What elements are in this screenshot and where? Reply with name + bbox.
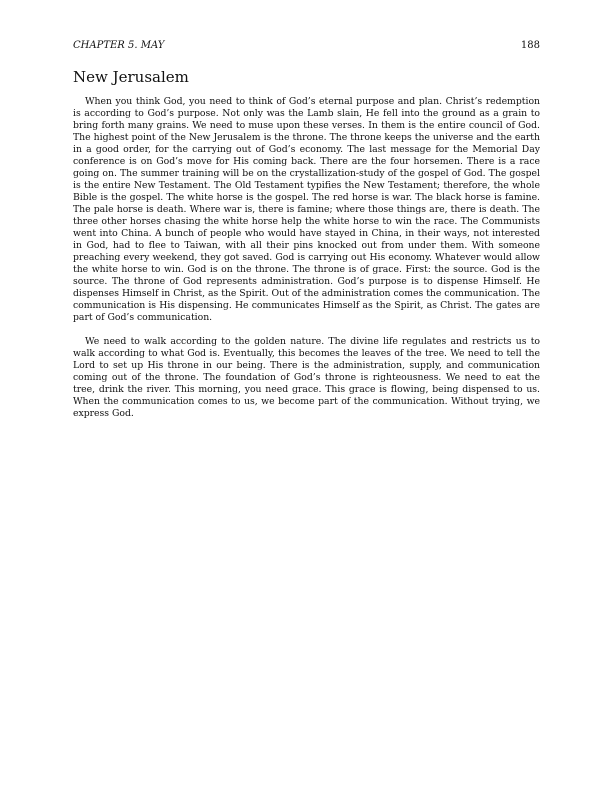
section-title: New Jerusalem — [73, 68, 189, 86]
chapter-heading: CHAPTER 5. MAY — [73, 40, 165, 51]
page-number: 188 — [520, 40, 540, 51]
body-paragraph-2: We need to walk according to the golden nature. The divine life regulates and restricts us to walk according to what God is. Eventually, this becomes the leaves of the tree. We need to tell the Lord to set up His throne in our being. There is the administration, supply, and communication coming out of the throne. The foundation of God’s throne is righteousness. We need to eat the tree, drink the river. This morning, you need grace. This grace is flowing, being dispensed to us. When the communication comes to us, we become part of the communication. Without trying, we express God. — [73, 336, 540, 419]
body-paragraph-1: When you think God, you need to think of God’s eternal purpose and plan. Christ’s redemption is according to God’s purpose. Not only was the Lamb slain, He fell into the ground as a grain to bring forth many grains. We need to muse upon these verses. In them is the entire council of God. The highest point of the New Jerusalem is the throne. The throne keeps the universe and the earth in a good order, for the carrying out of God’s economy. The last message for the Memorial Day conference is on God’s move for His coming back. There are the four horsemen. There is a race going on. The summer training will be on the crystallization-study of the gospel of God. The gospel is the entire New Testament. The Old Testament typifies the New Testament; therefore, the whole Bible is the gospel. The white horse is the gospel. The red horse is war. The black horse is famine. The pale horse is death. Where war is, there is famine; where those things are, there is death. The three other horses chasing the white horse help the white horse to win the race. The Communists went into China. A bunch of people who would have stayed in China, in their ways, not interested in God, had to flee to Taiwan, with all their pins knocked out from under them. With someone preaching every weekend, they got saved. God is carrying out His economy. Whatever would allow the white horse to win. God is on the throne. The throne is of grace. First: the source. God is the source. The throne of God represents administration. God’s purpose is to dispense Himself. He dispenses Himself in Christ, as the Spirit. Out of the administration comes the communication. The communication is His dispensing. He communicates Himself as the Spirit, as Christ. The gates are part of God’s communication. — [73, 96, 540, 323]
running-header — [73, 40, 540, 52]
document-page — [73, 40, 540, 420]
